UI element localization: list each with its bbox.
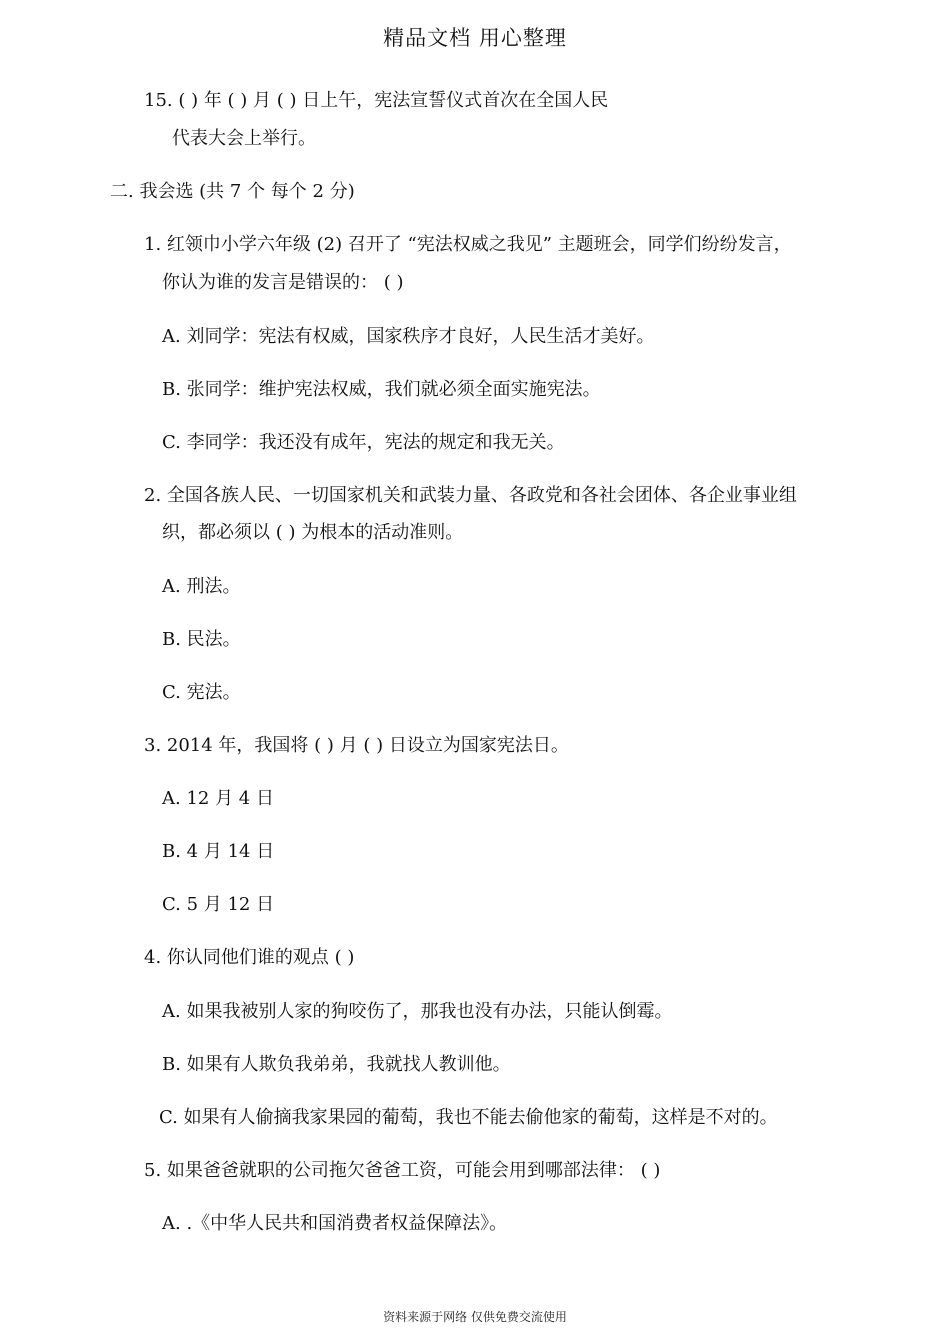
question-15-line-2: 代表大会上举行。 (172, 128, 316, 149)
question-2-option-b: B. 民法。 (162, 629, 241, 650)
question-3-option-c: C. 5 月 12 日 (162, 894, 275, 915)
question-4-option-a: A. 如果我被别人家的狗咬伤了，那我也没有办法，只能认倒霉。 (162, 1001, 673, 1022)
question-5-line-1: 5. 如果爸爸就职的公司拖欠爸爸工资，可能会用到哪部法律： ( ) (144, 1160, 661, 1181)
question-1-line-2: 你认为谁的发言是错误的： ( ) (162, 272, 404, 293)
section-2-title: 二. 我会选 (共 7 个 每个 2 分) (110, 181, 355, 202)
question-2-option-c: C. 宪法。 (162, 682, 241, 703)
question-1-option-c: C. 李同学：我还没有成年，宪法的规定和我无关。 (162, 432, 565, 453)
question-2-line-2: 织，都必须以 ( ) 为根本的活动准则。 (162, 522, 464, 543)
question-2-line-1: 2. 全国各族人民、一切国家机关和武装力量、各政党和各社会团体、各企业事业组 (144, 485, 797, 506)
question-3-line-1: 3. 2014 年，我国将 ( ) 月 ( ) 日设立为国家宪法日。 (144, 735, 569, 756)
question-4-option-c: C. 如果有人偷摘我家果园的葡萄，我也不能去偷他家的葡萄，这样是不对的。 (159, 1107, 778, 1128)
document-header: 精品文档 用心整理 (383, 26, 567, 50)
question-15-line-1: 15. ( ) 年 ( ) 月 ( ) 日上午，宪法宣誓仪式首次在全国人民 (144, 90, 609, 111)
question-3-option-b: B. 4 月 14 日 (162, 841, 275, 862)
question-4-option-b: B. 如果有人欺负我弟弟，我就找人教训他。 (162, 1054, 511, 1075)
question-1-line-1: 1. 红领巾小学六年级 (2) 召开了 “宪法权威之我见” 主题班会，同学们纷纷发言， (144, 234, 792, 255)
question-5-option-a: A. .《中华人民共和国消费者权益保障法》。 (162, 1213, 508, 1234)
question-1-option-b: B. 张同学：维护宪法权威，我们就必须全面实施宪法。 (162, 379, 601, 400)
document-footer: 资料来源于网络 仅供免费交流使用 (383, 1310, 567, 1324)
question-1-option-a: A. 刘同学：宪法有权威，国家秩序才良好，人民生活才美好。 (162, 326, 655, 347)
question-4-line-1: 4. 你认同他们谁的观点 ( ) (144, 947, 355, 968)
question-3-option-a: A. 12 月 4 日 (162, 788, 274, 809)
question-2-option-a: A. 刑法。 (162, 576, 241, 597)
